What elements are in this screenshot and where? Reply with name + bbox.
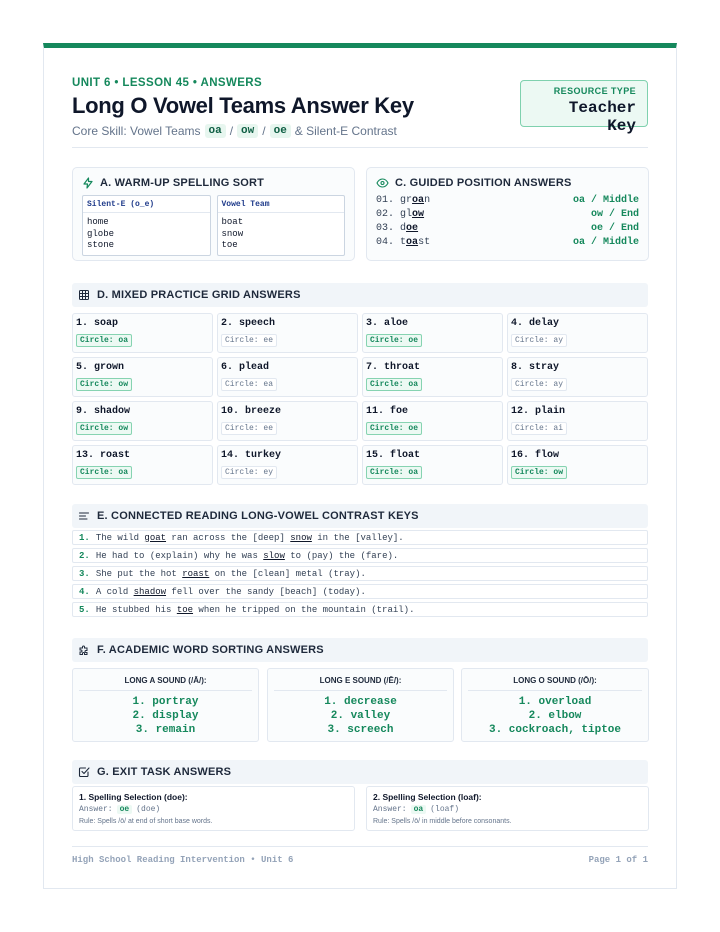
resource-type-label: RESOURCE TYPE — [553, 86, 636, 96]
guided-title: C. GUIDED POSITION ANSWERS — [376, 177, 639, 189]
sentence-number: 4. — [79, 586, 90, 597]
subtitle-suffix: & Silent-E Contrast — [294, 124, 397, 138]
worksheet-page — [43, 43, 677, 889]
exit-section-header: G. EXIT TASK ANSWERS — [72, 760, 648, 784]
grid-cell — [217, 401, 358, 441]
grid-circle-answer: Circle: oa — [76, 466, 132, 479]
academic-column-long-e — [267, 668, 454, 742]
target-word: slow — [263, 550, 285, 561]
sentence-number: 5. — [79, 604, 90, 615]
grid-word: 1. soap — [76, 318, 119, 329]
sentence-fragment: He stubbed his — [95, 604, 177, 615]
exit-task-rule: Rule: Spells /ō/ in middle before consonants. — [373, 818, 512, 825]
grid-cell — [217, 445, 358, 485]
lightning-icon — [82, 177, 94, 189]
guided-answer: ow / End — [590, 209, 639, 220]
grid-circle-answer: Circle: ee — [221, 334, 277, 347]
grid-cell — [217, 357, 358, 397]
guided-answer: oa / Middle — [572, 195, 639, 206]
sentence-fragment: She put the hot — [95, 568, 183, 579]
guided-answer: oa / Middle — [572, 237, 639, 248]
grid-circle-answer: Circle: ay — [511, 334, 567, 347]
grid-word: 5. grown — [76, 362, 125, 373]
grid-cell — [72, 313, 213, 353]
answer-vowel-team: oe — [117, 805, 133, 814]
guided-row: 02. glow ow / End — [376, 209, 639, 220]
exit-task-heading: 1. Spelling Selection (doe): — [79, 792, 188, 802]
academic-column-long-a — [72, 668, 259, 742]
reading-sentence — [72, 602, 648, 617]
subtitle-prefix: Core Skill: Vowel Teams — [72, 124, 201, 138]
academic-section-header: F. ACADEMIC WORD SORTING ANSWERS — [72, 638, 648, 662]
footer-course: High School Reading Intervention • Unit 6 — [72, 855, 294, 865]
grid-word: 11. foe — [366, 406, 409, 417]
lesson-eyebrow: UNIT 6 • LESSON 45 • ANSWERS — [72, 77, 263, 89]
pattern-chip-oa: oa — [205, 124, 226, 138]
page-subtitle — [72, 124, 397, 138]
sort-column-vowel-team — [217, 195, 346, 256]
grid-circle-answer: Circle: oa — [366, 466, 422, 479]
grid-circle-answer: Circle: ea — [221, 378, 277, 391]
puzzle-icon — [78, 644, 90, 656]
sort-column-header: Silent-E (o_e) — [83, 196, 210, 213]
academic-word: 3. screech — [327, 724, 394, 736]
academic-word: 1. portray — [132, 696, 199, 708]
sort-item: globe — [87, 228, 115, 239]
target-word: shadow — [133, 586, 167, 597]
exit-task-rule: Rule: Spells /ō/ at end of short base words. — [79, 818, 213, 825]
grid-circle-answer: Circle: oa — [366, 378, 422, 391]
sentence-number: 1. — [79, 532, 90, 543]
sentence-fragment: when he tripped on the mountain (trail). — [193, 604, 415, 615]
grid-word: 13. roast — [76, 450, 131, 461]
grid-circle-answer: Circle: oa — [76, 334, 132, 347]
grid-word: 16. flow — [511, 450, 560, 461]
page-footer — [72, 846, 648, 865]
sentence-number: 3. — [79, 568, 90, 579]
academic-column-long-o — [461, 668, 649, 742]
practice-grid — [72, 313, 648, 485]
guided-answer: oe / End — [590, 223, 639, 234]
pattern-chip-ow: ow — [237, 124, 258, 138]
target-word: toe — [176, 604, 194, 615]
grid-cell — [72, 445, 213, 485]
academic-word: 1. decrease — [324, 696, 397, 708]
sentence-fragment: A cold — [95, 586, 134, 597]
sort-column-header: Vowel Team — [218, 196, 345, 213]
academic-column-header: LONG E SOUND (/Ē/): — [274, 676, 447, 691]
grid-cell — [217, 313, 358, 353]
grid-cell — [507, 357, 648, 397]
sentence-fragment: to (pay) the (fare). — [284, 550, 399, 561]
grid-circle-answer: Circle: ey — [221, 466, 277, 479]
sort-column-silent-e — [82, 195, 211, 256]
sentence-fragment: on the [clean] metal (tray). — [209, 568, 366, 579]
sentence-text — [96, 533, 404, 543]
grid-word: 7. throat — [366, 362, 421, 373]
sentence-fragment: ran across the [deep] — [166, 532, 291, 543]
grid-section-header: D. MIXED PRACTICE GRID ANSWERS — [72, 283, 648, 307]
guided-row: 03. doe oe / End — [376, 223, 639, 234]
exit-tasks — [72, 786, 648, 831]
guided-row: 01. groan oa / Middle — [376, 195, 639, 206]
grid-circle-answer: Circle: ai — [511, 422, 567, 435]
resource-type-value: Teacher Key — [568, 99, 636, 135]
academic-word: 2. display — [132, 710, 199, 722]
grid-cell — [507, 445, 648, 485]
grid-word: 15. float — [366, 450, 421, 461]
header-divider — [72, 147, 648, 148]
sentence-text — [96, 551, 398, 561]
grid-word: 10. breeze — [221, 406, 282, 417]
grid-circle-answer: Circle: ow — [76, 378, 132, 391]
grid-cell — [72, 401, 213, 441]
grid-circle-answer: Circle: ee — [221, 422, 277, 435]
academic-columns — [72, 668, 648, 742]
exit-task-heading: 2. Spelling Selection (loaf): — [373, 792, 482, 802]
text-lines-icon — [78, 510, 90, 522]
guided-row: 04. toast oa / Middle — [376, 237, 639, 248]
grid-cell — [507, 401, 648, 441]
grid-circle-answer: Circle: ow — [76, 422, 132, 435]
checkbox-icon — [78, 766, 90, 778]
reading-sentence — [72, 530, 648, 545]
spelling-sort-table — [82, 195, 345, 256]
exit-task-answer: Answer: oe (doe) — [79, 805, 161, 814]
exit-task-1 — [72, 786, 355, 831]
sentence-text — [96, 569, 366, 579]
grid-word: 2. speech — [221, 318, 276, 329]
sentence-number: 2. — [79, 550, 90, 561]
grid-cell — [362, 357, 503, 397]
reading-sentence — [72, 566, 648, 581]
grid-cell — [362, 401, 503, 441]
sentence-fragment: He had to (explain) why he was — [95, 550, 264, 561]
academic-word: 2. valley — [330, 710, 391, 722]
page-title: Long O Vowel Teams Answer Key — [72, 93, 414, 118]
academic-word: 3. cockroach, tiptoe — [488, 724, 622, 736]
sort-item: home — [87, 217, 109, 227]
reading-sentence — [72, 584, 648, 599]
reading-section-header: E. CONNECTED READING LONG-VOWEL CONTRAST KEYS — [72, 504, 648, 528]
separator: / — [229, 124, 234, 138]
grid-word: 3. aloe — [366, 318, 409, 329]
sentence-text — [96, 587, 366, 597]
grid-circle-answer: Circle: oe — [366, 422, 422, 435]
sentence-text — [96, 605, 415, 615]
sort-item: toe — [221, 240, 238, 250]
grid-word: 8. stray — [511, 362, 560, 373]
grid-cell — [362, 313, 503, 353]
grid-word: 14. turkey — [221, 450, 282, 461]
guided-card — [366, 167, 649, 261]
grid-cell — [362, 445, 503, 485]
sentence-fragment: in the [valley]. — [311, 532, 404, 543]
pattern-chip-oe: oe — [270, 124, 291, 138]
grid-word: 9. shadow — [76, 406, 131, 417]
exit-task-answer: Answer: oa (loaf) — [373, 805, 460, 814]
grid-cell — [72, 357, 213, 397]
academic-word: 3. remain — [135, 724, 196, 736]
academic-word: 1. overload — [518, 696, 592, 708]
target-word: goat — [144, 532, 167, 543]
target-word: snow — [290, 532, 312, 543]
grid-circle-answer: Circle: ow — [511, 466, 567, 479]
grid-circle-answer: Circle: oe — [366, 334, 422, 347]
warmup-title: A. WARM-UP SPELLING SORT — [82, 177, 345, 189]
sort-item: snow — [221, 228, 244, 239]
academic-column-header: LONG A SOUND (/Ā/): — [79, 676, 252, 691]
target-word: roast — [182, 568, 210, 579]
grid-circle-answer: Circle: ay — [511, 378, 567, 391]
academic-word: 2. elbow — [528, 710, 582, 722]
separator: / — [262, 124, 266, 138]
sentence-fragment: fell over the sandy [beach] (today). — [166, 586, 366, 597]
sort-item: boat — [221, 217, 244, 227]
academic-column-header: LONG O SOUND (/Ō/): — [468, 676, 642, 691]
exit-task-2 — [366, 786, 649, 831]
resource-type-badge — [520, 80, 648, 135]
grid-cell — [507, 313, 648, 353]
eye-icon — [376, 177, 389, 189]
grid-word: 12. plain — [511, 406, 566, 417]
grid-icon — [78, 289, 90, 301]
answer-vowel-team: oa — [411, 805, 427, 814]
sentence-fragment: The wild — [95, 532, 145, 543]
warmup-card — [72, 167, 355, 261]
grid-word: 6. plead — [221, 362, 270, 373]
footer-page-number: Page 1 of 1 — [588, 855, 648, 865]
reading-sentence — [72, 548, 648, 563]
sort-item: stone — [87, 240, 115, 250]
grid-word: 4. delay — [511, 318, 560, 329]
